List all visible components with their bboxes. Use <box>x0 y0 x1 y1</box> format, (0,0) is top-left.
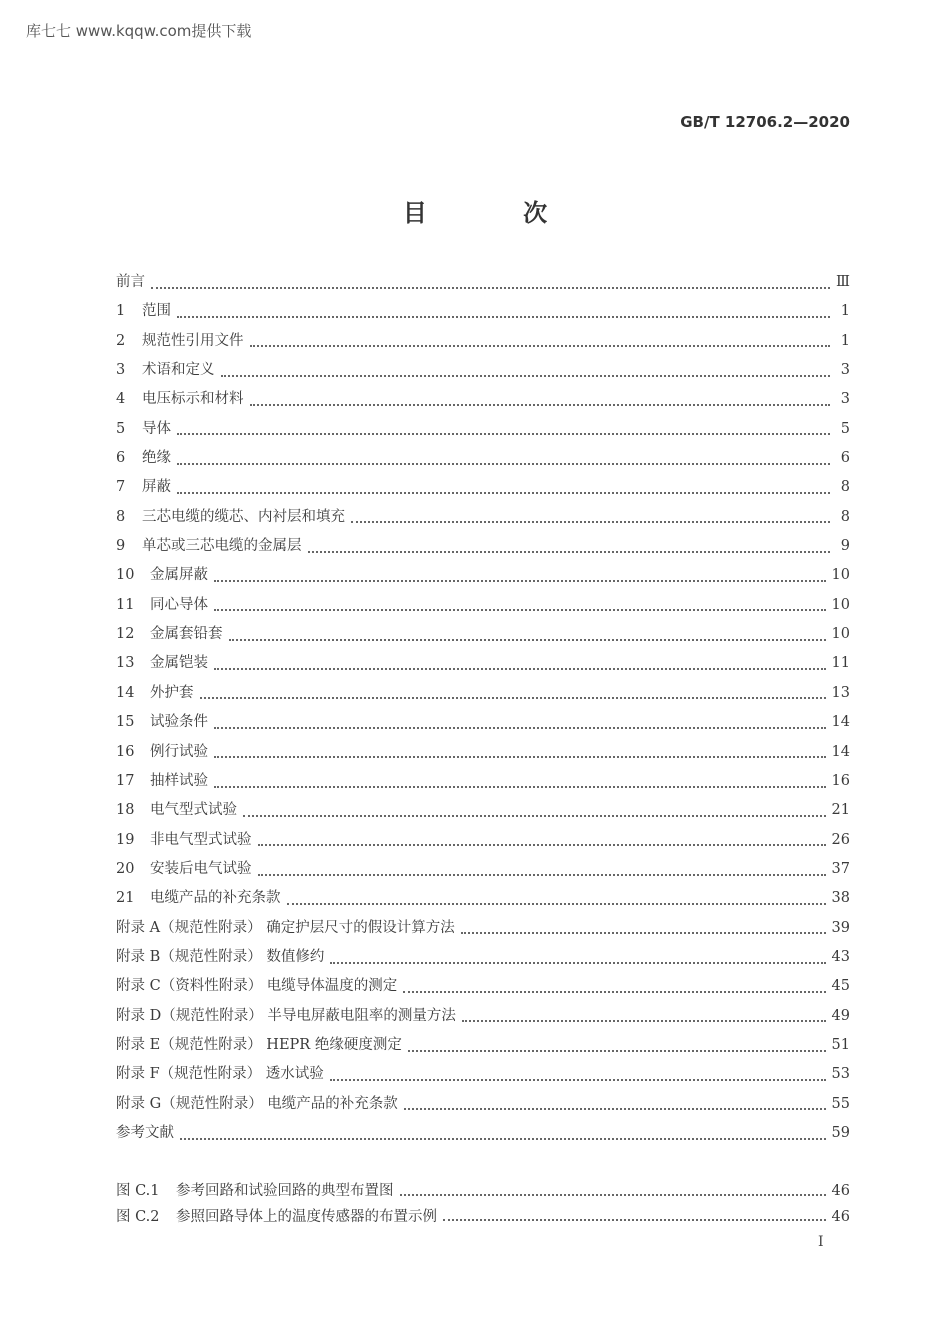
dot-leader <box>177 492 830 494</box>
toc-entry[interactable] <box>116 1062 850 1091</box>
dot-leader <box>180 1138 826 1140</box>
toc-entry-page: 9 <box>840 538 850 555</box>
toc-entry-number: 12 <box>116 626 135 643</box>
toc-entry-label: 电缆产品的补充条款 <box>150 890 281 907</box>
toc-entry-page: 3 <box>840 391 850 408</box>
toc-entry-page: 10 <box>831 626 850 643</box>
table-of-contents <box>116 270 850 1150</box>
toc-entry-number: 13 <box>116 655 135 672</box>
toc-entry[interactable] <box>116 651 850 680</box>
toc-entry-label: 术语和定义 <box>142 362 215 379</box>
page-title: 目 次 <box>402 198 592 227</box>
toc-entry-page: Ⅲ <box>836 274 850 290</box>
toc-entry-label: 附录 E（规范性附录） HEPR 绝缘硬度测定 <box>116 1036 402 1053</box>
toc-entry-page: 26 <box>831 831 850 848</box>
dot-leader <box>250 345 831 347</box>
toc-entry-page: 6 <box>840 450 850 467</box>
figure-list <box>116 1179 850 1230</box>
toc-entry-label: 屏蔽 <box>142 479 171 496</box>
toc-entry-label: 试验条件 <box>150 714 208 731</box>
dot-leader <box>214 786 826 788</box>
toc-entry-page: 1 <box>840 332 850 349</box>
dot-leader <box>177 316 830 318</box>
toc-entry[interactable] <box>116 446 850 475</box>
toc-entry-label: 参考文献 <box>116 1124 174 1141</box>
figure-entry-label: 参考回路和试验回路的典型布置图 <box>176 1183 394 1199</box>
toc-entry-number: 6 <box>116 450 126 467</box>
toc-entry-page: 8 <box>840 479 850 496</box>
toc-entry-page: 16 <box>831 772 850 789</box>
toc-entry[interactable] <box>116 299 850 328</box>
dot-leader <box>214 609 826 611</box>
toc-entry-page: 1 <box>840 303 850 320</box>
toc-entry[interactable] <box>116 417 850 446</box>
toc-entry-page: 14 <box>831 743 850 760</box>
toc-entry-label: 抽样试验 <box>150 772 208 789</box>
dot-leader <box>330 962 825 964</box>
toc-entry-label: 附录 B（规范性附录） 数值修约 <box>116 948 325 965</box>
toc-entry-number: 11 <box>116 596 135 613</box>
toc-entry[interactable] <box>116 798 850 827</box>
toc-entry-label: 规范性引用文件 <box>142 332 244 349</box>
toc-entry-number: 1 <box>116 303 126 320</box>
toc-entry-number: 7 <box>116 479 126 496</box>
dot-leader <box>177 433 830 435</box>
toc-entry-label: 绝缘 <box>142 450 171 467</box>
dot-leader <box>250 404 831 406</box>
toc-entry-number: 5 <box>116 420 126 437</box>
toc-entry[interactable] <box>116 1092 850 1121</box>
toc-entry-number: 3 <box>116 362 126 379</box>
toc-entry-page: 14 <box>831 714 850 731</box>
toc-entry-label: 电压标示和材料 <box>142 391 244 408</box>
toc-entry-number: 19 <box>116 831 135 848</box>
toc-entry-label: 同心导体 <box>150 596 208 613</box>
toc-entry-page: 55 <box>831 1095 850 1112</box>
standard-number: GB/T 12706.2—2020 <box>680 113 850 131</box>
toc-entry-page: 39 <box>831 919 850 936</box>
toc-entry-label: 非电气型式试验 <box>150 831 252 848</box>
dot-leader <box>214 668 826 670</box>
toc-entry-number: 18 <box>116 802 135 819</box>
figure-entry-number: 图 C.1 <box>116 1183 160 1199</box>
toc-entry-label: 单芯或三芯电缆的金属层 <box>142 538 302 555</box>
toc-entry-label: 导体 <box>142 420 171 437</box>
toc-entry-page: 10 <box>831 596 850 613</box>
toc-entry-page: 43 <box>831 948 850 965</box>
dot-leader <box>258 844 826 846</box>
toc-entry-label: 金属屏蔽 <box>150 567 208 584</box>
toc-entry-page: 3 <box>840 362 850 379</box>
toc-entry[interactable] <box>116 593 850 622</box>
toc-entry-page: 8 <box>840 508 850 525</box>
toc-entry-number: 14 <box>116 684 135 701</box>
toc-entry-number: 2 <box>116 332 126 349</box>
dot-leader <box>177 463 830 465</box>
toc-entry-label: 范围 <box>142 303 171 320</box>
toc-entry-page: 38 <box>831 890 850 907</box>
toc-entry-page: 53 <box>831 1066 850 1083</box>
dot-leader <box>214 727 826 729</box>
dot-leader <box>151 287 830 289</box>
toc-entry[interactable] <box>116 329 850 358</box>
toc-entry[interactable] <box>116 886 850 915</box>
toc-entry-page: 59 <box>831 1124 850 1141</box>
toc-entry-number: 17 <box>116 772 135 789</box>
toc-entry-page: 37 <box>831 860 850 877</box>
page-number: Ⅰ <box>818 1234 824 1250</box>
figure-entry-label: 参照回路导体上的温度传感器的布置示例 <box>176 1208 437 1225</box>
watermark: 库七七 www.kqqw.com提供下载 <box>26 22 252 40</box>
dot-leader <box>308 551 831 553</box>
toc-entry[interactable] <box>116 710 850 739</box>
toc-entry-page: 45 <box>831 978 850 995</box>
toc-entry-page: 49 <box>831 1007 850 1024</box>
dot-leader <box>403 991 825 993</box>
toc-entry-page: 5 <box>840 420 850 437</box>
toc-entry-label: 附录 A（规范性附录） 确定护层尺寸的假设计算方法 <box>116 919 455 936</box>
toc-entry-number: 16 <box>116 743 135 760</box>
figure-entry[interactable] <box>116 1179 850 1205</box>
dot-leader <box>351 521 830 523</box>
toc-entry[interactable] <box>116 945 850 974</box>
dot-leader <box>400 1194 826 1196</box>
toc-entry[interactable] <box>116 828 850 857</box>
toc-entry-page: 10 <box>831 567 850 584</box>
toc-entry-label: 前言 <box>116 274 145 290</box>
dot-leader <box>443 1219 826 1221</box>
toc-entry-number: 15 <box>116 714 135 731</box>
toc-entry[interactable] <box>116 1004 850 1033</box>
toc-entry-label: 附录 F（规范性附录） 透水试验 <box>116 1066 324 1083</box>
toc-entry[interactable] <box>116 622 850 651</box>
toc-entry-label: 例行试验 <box>150 743 208 760</box>
toc-entry[interactable] <box>116 270 850 299</box>
toc-entry-label: 金属铠装 <box>150 655 208 672</box>
toc-entry-label: 电气型式试验 <box>150 802 237 819</box>
dot-leader <box>462 1020 826 1022</box>
toc-entry-label: 三芯电缆的缆芯、内衬层和填充 <box>142 508 345 525</box>
toc-entry-page: 51 <box>831 1036 850 1053</box>
toc-entry-page: 13 <box>831 684 850 701</box>
toc-entry-number: 20 <box>116 860 135 877</box>
toc-entry-label: 附录 D（规范性附录） 半导电屏蔽电阻率的测量方法 <box>116 1007 456 1024</box>
dot-leader <box>258 874 826 876</box>
toc-entry[interactable] <box>116 974 850 1003</box>
dot-leader <box>214 580 826 582</box>
toc-entry[interactable] <box>116 563 850 592</box>
toc-entry[interactable] <box>116 857 850 886</box>
toc-entry[interactable] <box>116 1121 850 1150</box>
toc-entry[interactable] <box>116 505 850 534</box>
toc-entry-number: 9 <box>116 538 126 555</box>
toc-entry[interactable] <box>116 681 850 710</box>
toc-entry[interactable] <box>116 387 850 416</box>
dot-leader <box>214 756 826 758</box>
toc-entry-number: 10 <box>116 567 135 584</box>
toc-entry[interactable] <box>116 916 850 945</box>
toc-entry-label: 安装后电气试验 <box>150 860 252 877</box>
toc-entry[interactable] <box>116 358 850 387</box>
toc-entry[interactable] <box>116 769 850 798</box>
dot-leader <box>330 1079 826 1081</box>
toc-entry-label: 附录 G（规范性附录） 电缆产品的补充条款 <box>116 1095 398 1112</box>
dot-leader <box>461 932 826 934</box>
figure-entry-page: 46 <box>831 1208 850 1225</box>
toc-entry-number: 21 <box>116 890 135 907</box>
toc-entry[interactable] <box>116 1033 850 1062</box>
dot-leader <box>243 815 826 817</box>
toc-entry[interactable] <box>116 534 850 563</box>
dot-leader <box>404 1108 826 1110</box>
toc-entry[interactable] <box>116 740 850 769</box>
dot-leader <box>221 375 831 377</box>
toc-entry-page: 21 <box>831 802 850 819</box>
toc-entry[interactable] <box>116 475 850 504</box>
dot-leader <box>408 1050 826 1052</box>
toc-entry-label: 外护套 <box>150 684 194 701</box>
toc-entry-label: 金属套铅套 <box>150 626 223 643</box>
dot-leader <box>287 903 826 905</box>
dot-leader <box>229 639 826 641</box>
figure-entry-page: 46 <box>831 1183 850 1199</box>
figure-entry-number: 图 C.2 <box>116 1208 160 1225</box>
toc-entry-number: 8 <box>116 508 126 525</box>
dot-leader <box>200 697 826 699</box>
toc-entry-page: 11 <box>831 655 850 672</box>
figure-entry[interactable] <box>116 1205 850 1231</box>
toc-entry-label: 附录 C（资料性附录） 电缆导体温度的测定 <box>116 978 398 995</box>
toc-entry-number: 4 <box>116 391 126 408</box>
